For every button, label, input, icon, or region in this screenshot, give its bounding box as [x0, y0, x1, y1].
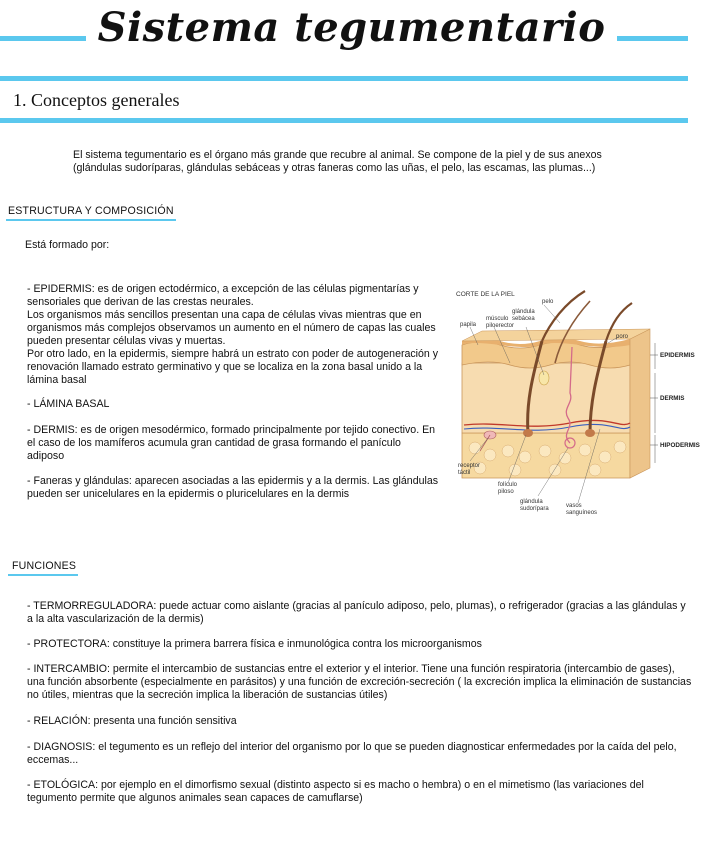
label-poro: poro: [616, 334, 629, 340]
funcion-relacion: - RELACIÓN: presenta una función sensitiva: [27, 715, 237, 727]
page-title: Sistema tegumentario: [0, 4, 703, 51]
label-receptor-2: táctil: [458, 470, 471, 476]
label-hipodermis: HIPODERMIS: [660, 442, 700, 449]
label-sudoripara-2: sudorípara: [520, 506, 549, 512]
section-bar-bottom: [0, 118, 688, 123]
lamina-basal-text: - LÁMINA BASAL: [27, 398, 110, 410]
estructura-underline: [6, 219, 176, 221]
label-vasos-2: sanguíneos: [566, 510, 598, 516]
section-title: 1. Conceptos generales: [13, 90, 180, 110]
funcion-etologica: - ETOLÓGICA: por ejemplo en el dimorfismo sexual (distinto aspecto si es macho o hembra) o en el mimetismo (las variaciones del tegumento permite que algunos animales sean capaces de camuflarse): [27, 779, 644, 804]
funcion-termorreguladora: - TERMORREGULADORA: puede actuar como aislante (gracias al panículo adiposo, pelo, plumas), o refrigerador (gracias a las glándulas y a la alta vascularización de la dermis): [27, 600, 686, 625]
label-receptor-1: receptor: [458, 463, 481, 469]
label-pelo: pelo: [542, 299, 554, 305]
intro-paragraph: El sistema tegumentario es el órgano más grande que recubre al animal. Se compone de la piel y de sus anexos (glándulas sudoríparas, glándulas sebáceas y otras faneras como las uñas, el pelo, las escamas, las plumas...): [73, 149, 602, 174]
label-musculo-1: músculo: [486, 316, 509, 322]
dermis-paragraph: - DERMIS: es de origen mesodérmico, formado principalmente por tejido conectivo. En el caso de los mamíferos acumula gran cantidad de grasa formando el panículo adiposo: [27, 424, 436, 462]
label-epidermis: EPIDERMIS: [660, 352, 695, 359]
label-glandula-sebacea-2: sebácea: [512, 316, 535, 322]
diagram-title: CORTE DE LA PIEL: [456, 291, 515, 298]
funcion-diagnosis: - DIAGNOSIS: el tegumento es un reflejo del interior del organismo por lo que se pueden diagnosticar enfermedades por la caída del pelo, eccemas...: [27, 741, 677, 766]
skin-diagram: [450, 283, 700, 518]
funcion-protectora: - PROTECTORA: constituye la primera barrera física e inmunológica contra los microorganismos: [27, 638, 482, 650]
label-foliculo-1: folículo: [498, 482, 518, 488]
funciones-underline: [8, 574, 78, 576]
label-foliculo-2: piloso: [498, 489, 514, 495]
epidermis-paragraph: - EPIDERMIS: es de origen ectodérmico, a excepción de las células pigmentarías y sensoriales que derivan de las crestas neurales. Los organismos más sencillos presentan una capa de células vivas mientras que en organismos más complejos observamos un aumento en el número de capas las cuales pueden presentar células vivas y muertas. Por otro lado, en la epidermis, siempre habrá un estrato con poder de autogeneración y renovación llamado estrato germinativo y que se localiza en la zona basal unido a la lámina basal: [27, 283, 439, 386]
label-papila: papila: [460, 322, 477, 328]
label-glandula-sebacea-1: glándula: [512, 309, 535, 315]
section-bar-top: [0, 76, 688, 81]
funcion-intercambio: - INTERCAMBIO: permite el intercambio de sustancias entre el exterior y el interior. Tiene una función respiratoria (intercambio de gases), una función absorbente (especialmente en parásitos) y una función de excreción-secreción ( la excreción implica la eliminación de sustancias no útiles, mientras que la secreción implica la liberación de sustancias útiles): [27, 663, 692, 701]
label-musculo-2: piloerector: [486, 323, 515, 329]
faneras-paragraph: - Faneras y glándulas: aparecen asociadas a las epidermis y a la dermis. Las glándulas pueden ser unicelulares en la epidermis o pluricelulares en la dermis: [27, 475, 439, 500]
funciones-heading: FUNCIONES: [12, 560, 77, 572]
formado-text: Está formado por:: [25, 239, 110, 251]
label-vasos-1: vasos: [566, 503, 582, 509]
label-dermis: DERMIS: [660, 395, 685, 402]
estructura-heading: ESTRUCTURA Y COMPOSICIÓN: [8, 205, 174, 217]
label-sudoripara-1: glándula: [520, 499, 543, 505]
